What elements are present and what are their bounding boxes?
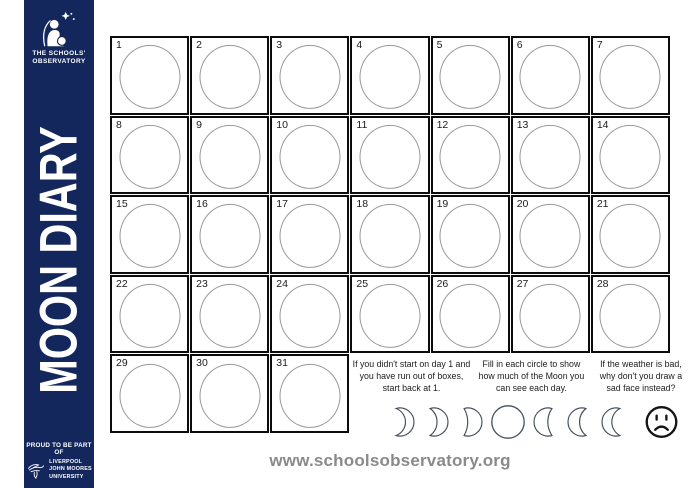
calendar-day-cell	[270, 354, 349, 433]
waxing-crescent-icon	[567, 404, 594, 440]
day-number: 10	[276, 118, 288, 131]
moon-circle	[359, 204, 420, 268]
moon-circle	[440, 284, 501, 348]
day-number: 24	[276, 277, 288, 290]
waxing-crescent-thick-icon	[601, 404, 628, 440]
last-quarter-icon	[456, 404, 483, 440]
calendar-day-cell	[350, 275, 429, 354]
calendar-day-cell	[350, 36, 429, 115]
calendar-day-cell	[431, 195, 510, 274]
moon-circle	[600, 284, 661, 348]
moon-circle	[520, 125, 581, 189]
moon-circle	[359, 45, 420, 109]
day-number: 25	[356, 277, 369, 290]
calendar-day-cell	[110, 195, 189, 274]
calendar-day-cell	[270, 116, 349, 195]
calendar-day-cell	[591, 275, 670, 354]
day-number: 18	[356, 198, 369, 211]
moon-circle	[119, 204, 180, 268]
day-number: 19	[436, 198, 449, 211]
day-number: 5	[436, 39, 443, 51]
moon-circle	[279, 364, 340, 428]
moon-circle	[279, 45, 340, 109]
moon-circle	[199, 125, 260, 189]
day-number: 21	[596, 198, 609, 211]
calendar-day-cell	[190, 36, 269, 115]
day-number: 2	[196, 39, 202, 51]
moon-phase-examples	[388, 404, 679, 440]
page-title: MOON DIARY	[28, 126, 89, 394]
schools-observatory-logo	[24, 10, 94, 67]
day-number: 29	[116, 357, 128, 370]
moon-circle	[440, 125, 501, 189]
calendar-day-cell	[511, 275, 590, 354]
moon-circle	[119, 364, 180, 428]
moon-circle	[199, 364, 260, 428]
day-number: 4	[356, 39, 363, 51]
moon-circle	[199, 45, 260, 109]
logo-text-line2: OBSERVATORY	[32, 58, 86, 66]
university-line3: UNIVERSITY	[49, 473, 84, 480]
moon-circle	[440, 45, 501, 109]
day-number: 30	[196, 357, 208, 370]
day-number: 15	[116, 198, 128, 211]
full-moon-icon	[490, 404, 526, 440]
sad-face-icon	[644, 404, 679, 440]
calendar-day-cell	[511, 116, 590, 195]
calendar-day-cell	[270, 195, 349, 274]
day-number: 12	[436, 118, 449, 131]
day-number: 8	[116, 118, 122, 131]
instructions	[352, 359, 690, 395]
moon-circle	[359, 284, 420, 348]
calendar-day-cell	[110, 116, 189, 195]
first-quarter-icon	[533, 404, 560, 440]
day-number: 1	[116, 39, 122, 51]
moon-circle	[359, 125, 420, 189]
moon-circle	[520, 204, 581, 268]
moon-circle	[440, 204, 501, 268]
day-number: 17	[276, 198, 288, 211]
waning-crescent-thin-icon	[388, 404, 415, 440]
day-number: 31	[276, 357, 288, 370]
day-number: 3	[276, 39, 283, 51]
calendar-day-cell	[350, 116, 429, 195]
moon-circle	[199, 204, 260, 268]
waning-crescent-icon	[422, 404, 449, 440]
website-url: www.schoolsobservatory.org	[269, 451, 511, 470]
moon-circle	[119, 125, 180, 189]
calendar-day-cell	[591, 195, 670, 274]
calendar-day-cell	[270, 275, 349, 354]
sidebar-footer	[24, 442, 94, 481]
calendar-day-cell	[591, 116, 670, 195]
note-bad-weather: If the weather is bad, why don't you draw a sad face instead?	[599, 359, 683, 393]
day-number: 26	[436, 277, 449, 290]
calendar-day-cell	[190, 195, 269, 274]
calendar-day-cell	[110, 275, 189, 354]
day-number: 23	[196, 277, 208, 290]
calendar-day-cell	[431, 275, 510, 354]
day-number: 22	[116, 277, 128, 290]
day-number: 20	[516, 198, 529, 211]
day-number: 16	[196, 198, 208, 211]
day-number: 9	[196, 118, 202, 131]
day-number: 13	[516, 118, 529, 131]
calendar-day-cell	[431, 36, 510, 115]
moon-circle	[279, 125, 340, 189]
note-restart: If you didn't start on day 1 and you have run out of boxes, start back at 1.	[352, 359, 471, 393]
logo-text-line1: THE SCHOOLS'	[32, 50, 86, 57]
university-line2: JOHN MOORES	[49, 466, 92, 473]
moon-circle	[279, 284, 340, 348]
university-line1: LIVERPOOL	[49, 459, 83, 466]
calendar-day-cell	[511, 36, 590, 115]
calendar-day-cell	[190, 116, 269, 195]
moon-circle	[119, 284, 180, 348]
calendar-day-cell	[190, 354, 269, 433]
calendar-day-cell	[190, 275, 269, 354]
calendar-day-cell	[350, 195, 429, 274]
day-number: 28	[596, 277, 609, 290]
stargazer-icon	[36, 10, 82, 50]
moon-circle	[199, 284, 260, 348]
day-number: 7	[596, 39, 603, 51]
moon-circle	[119, 45, 180, 109]
moon-circle	[600, 45, 661, 109]
moon-circle	[279, 204, 340, 268]
calendar-day-cell	[431, 116, 510, 195]
day-number: 14	[596, 118, 609, 131]
calendar-day-cell	[270, 36, 349, 115]
liver-bird-icon	[26, 460, 46, 480]
calendar-day-cell	[511, 195, 590, 274]
calendar-day-cell	[591, 36, 670, 115]
moon-circle	[600, 125, 661, 189]
moon-circle	[520, 284, 581, 348]
moon-circle	[520, 45, 581, 109]
calendar-day-cell	[110, 36, 189, 115]
note-fill-circles: Fill in each circle to show how much of the Moon you can see each day.	[478, 359, 585, 393]
calendar-day-cell	[110, 354, 189, 433]
proud-tagline: PROUD TO BE PART OF	[26, 442, 92, 457]
day-number: 6	[516, 39, 523, 51]
day-number: 11	[356, 118, 368, 131]
sidebar	[24, 0, 94, 488]
day-number: 27	[516, 277, 529, 290]
moon-circle	[600, 204, 661, 268]
